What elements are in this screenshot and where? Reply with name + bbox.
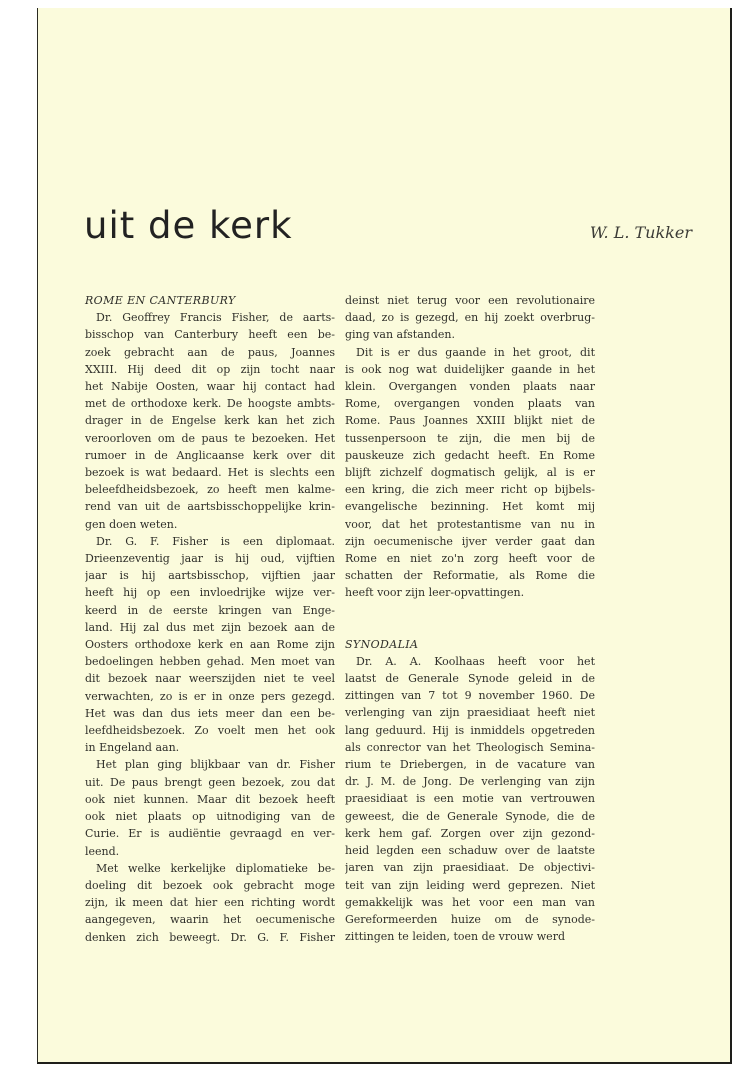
text-line: veroorloven om de paus te bezoeken. Het — [85, 431, 335, 445]
text-line: denken zich beweegt. Dr. G. F. Fisher — [85, 930, 335, 944]
text-line: leefdheidsbezoek. Zo voelt men het ook — [85, 724, 335, 738]
right-column-text-bottom — [345, 653, 595, 945]
text-line: bedoelingen hebben gehad. Men moet van — [85, 655, 335, 669]
right-column-text-top — [345, 292, 595, 602]
text-line: verwachten, zo is er in onze pers gezegd. — [85, 689, 335, 703]
text-line: Het was dan dus iets meer dan een be- — [85, 706, 335, 720]
text-line: Drieenzeventig jaar is hij oud, vijftien — [85, 552, 335, 566]
text-line: XXIII. Hij deed dit op zijn tocht naar — [85, 362, 335, 376]
text-line: praesidiaat is een motie van vertrouwen — [345, 792, 595, 806]
text-line: Rome, overgangen vonden plaats van — [345, 397, 595, 411]
text-line: lang geduurd. Hij is inmiddels opgetreden — [345, 723, 595, 737]
text-line: Oosters orthodoxe kerk en aan Rome zijn — [85, 638, 335, 652]
text-line: een kring, die zich meer richt op bijbels- — [345, 483, 595, 497]
text-line: deinst niet terug voor een revolutionaire — [345, 294, 595, 307]
text-line: teit van zijn leiding werd geprezen. Niet — [345, 878, 595, 892]
text-line: zittingen van 7 tot 9 november 1960. De — [345, 689, 595, 703]
text-line: Dr. A. A. Koolhaas heeft voor het — [356, 654, 595, 668]
text-line: ook niet plaats op uitnodiging van de — [85, 810, 335, 824]
text-line: verlenging van zijn praesidiaat heeft niet — [345, 706, 595, 720]
article-heading-synodalia: SYNODALIA — [345, 637, 419, 651]
text-line: rend van uit de aartsbisschoppelijke krin- — [85, 500, 335, 514]
text-line: tussenpersoon te zijn, die men bij de — [345, 431, 595, 445]
text-line: Dr. Geoffrey Francis Fisher, de aarts- — [96, 311, 335, 325]
left-column — [85, 292, 335, 946]
text-line: Met welke kerkelijke diplomatieke be- — [96, 861, 335, 875]
text-line: keerd in de eerste kringen van Enge- — [85, 603, 335, 617]
text-line: zittingen te leiden, toen de vrouw werd — [345, 930, 565, 944]
text-line: evangelische bezinning. Het komt mij — [345, 500, 595, 514]
text-line: Rome en niet zo'n zorg heeft voor de — [345, 552, 595, 566]
text-line: aangegeven, waarin het oecumenische — [85, 913, 335, 927]
text-line: rium te Driebergen, in de vacature van — [345, 758, 595, 772]
text-line: Het plan ging blijkbaar van dr. Fisher — [96, 758, 335, 772]
section-title: uit de kerk — [84, 204, 293, 247]
text-line: klein. Overgangen vonden plaats naar — [345, 380, 595, 394]
text-line: heeft voor zijn leer-opvattingen. — [345, 586, 525, 600]
text-line: jaren van zijn praesidiaat. De objectivi- — [345, 861, 595, 875]
text-line: zijn, ik meen dat hier een richting wordt — [85, 896, 335, 910]
text-line: daad, zo is gezegd, en hij zoekt overbrug- — [345, 311, 595, 325]
text-line: bezoek is wat bedaard. Het is slechts een — [85, 466, 335, 480]
text-line: ook niet kunnen. Maar dit bezoek heeft — [85, 792, 335, 806]
page — [37, 8, 732, 1064]
text-line: dit bezoek naar weerszijden niet te veel — [85, 672, 335, 686]
text-line: met de orthodoxe kerk. De hoogste ambts- — [85, 397, 335, 411]
text-line: Curie. Er is audiëntie gevraagd en ver- — [85, 827, 335, 841]
text-line: dr. J. M. de Jong. De verlenging van zijn — [345, 775, 595, 789]
text-line: rumoer in de Anglicaanse kerk over dit — [85, 448, 335, 462]
author-name: W. L. Tukker — [589, 223, 692, 242]
text-line: het Nabije Oosten, waar hij contact had — [85, 380, 335, 394]
text-line: Dit is er dus gaande in het groot, dit — [356, 345, 595, 359]
article-heading-rome-canterbury: ROME EN CANTERBURY — [85, 294, 236, 307]
text-line: als conrector van het Theologisch Semina- — [345, 740, 595, 754]
text-line: pauskeuze zich gedacht heeft. En Rome — [345, 448, 595, 462]
text-line: Gereformeerden huize om de synode- — [345, 912, 595, 926]
text-line: uit. De paus brengt geen bezoek, zou dat — [85, 775, 335, 789]
text-line: is ook nog wat duidelijker gaande in het — [345, 362, 595, 376]
text-line: heeft hij op een invloedrijke wijze ver- — [85, 586, 335, 600]
text-line: Dr. G. F. Fisher is een diplomaat. — [96, 534, 335, 548]
text-line: blijft zichzelf dogmatisch gelijk, al is er — [345, 466, 595, 480]
text-line: kerk hem gaf. Zorgen over zijn gezond- — [345, 826, 595, 840]
text-line: leend. — [85, 844, 120, 858]
text-line: zijn oecumenische ijver verder gaat dan — [345, 534, 595, 548]
text-line: Rome. Paus Joannes XXIII blijkt niet de — [345, 414, 595, 428]
text-line: doeling dit bezoek ook gebracht moge — [85, 878, 335, 892]
right-column — [345, 292, 595, 945]
text-line: in Engeland aan. — [85, 741, 180, 755]
text-line: drager in de Engelse kerk kan het zich — [85, 414, 335, 428]
text-line: voor, dat het protestantisme van nu in — [345, 517, 595, 531]
text-line: jaar is hij aartsbisschop, vijftien jaar — [85, 569, 335, 583]
text-line: ging van afstanden. — [345, 328, 456, 342]
text-line: schatten der Reformatie, als Rome die — [345, 569, 595, 583]
text-line: geweest, die de Generale Synode, die de — [345, 809, 595, 823]
text-line: heid legden een schaduw over de laatste — [345, 844, 595, 858]
text-line: laatst de Generale Synode geleid in de — [345, 672, 595, 686]
text-line: zoek gebracht aan de paus, Joannes — [85, 345, 335, 359]
text-line: beleefdheidsbezoek, zo heeft men kalme- — [85, 483, 335, 497]
section-gap — [345, 602, 595, 636]
text-line: land. Hij zal dus met zijn bezoek aan de — [85, 620, 335, 634]
text-line: gen doen weten. — [85, 517, 178, 531]
text-line: bisschop van Canterbury heeft een be- — [85, 328, 335, 342]
text-line: gemakkelijk was het voor een man van — [345, 895, 595, 909]
left-column-text — [85, 309, 335, 946]
